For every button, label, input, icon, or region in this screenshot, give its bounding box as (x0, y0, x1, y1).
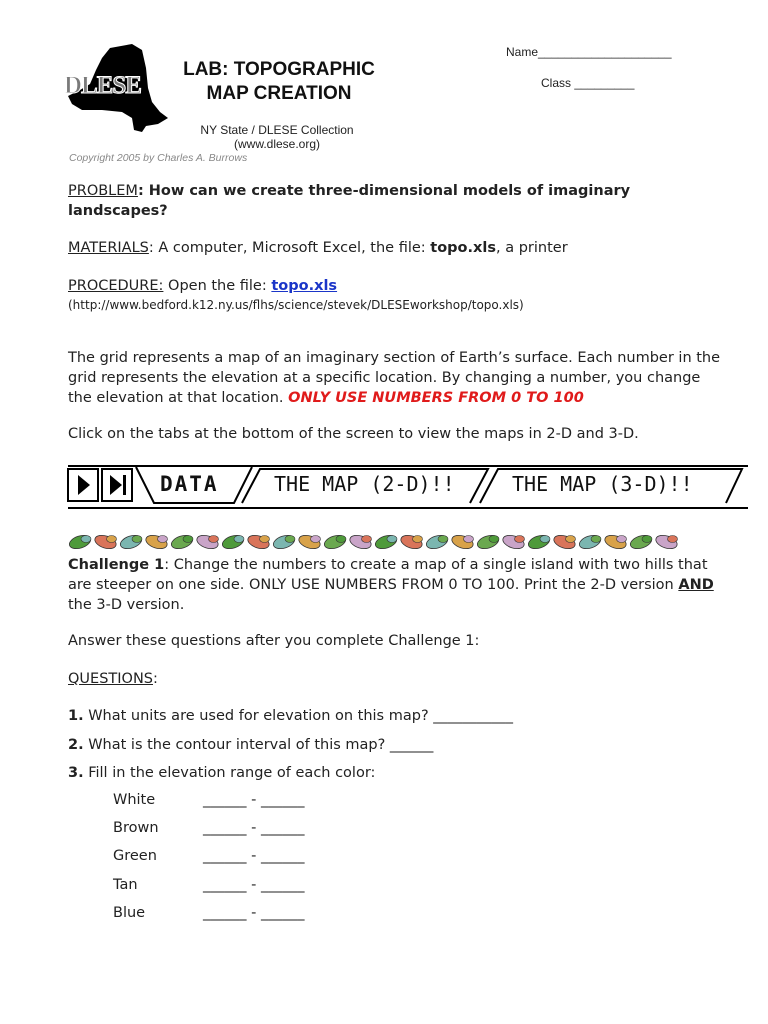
leaf-icon (348, 533, 373, 551)
dlese-logo-text: DLESE (64, 72, 141, 99)
leaf-icon (527, 533, 552, 551)
name-field[interactable]: Name____________________ (506, 45, 672, 59)
procedure-url[interactable]: (http://www.bedford.k12.ny.us/flhs/science/stevek/DLESEworkshop/topo.xls) (68, 298, 524, 312)
range-row-tan (113, 877, 304, 893)
challenge-text-end: the 3-D version. (68, 597, 185, 613)
question-2-text[interactable]: What is the contour interval of this map? ______ (83, 737, 434, 753)
leaf-icon (93, 533, 118, 551)
leaf-icon (578, 533, 603, 551)
range-row-green (113, 848, 304, 864)
leaf-icon (221, 533, 246, 551)
procedure-text: Open the file: (163, 278, 272, 294)
topo-file-link[interactable]: topo.xls (271, 278, 338, 294)
website-line: (www.dlese.org) (233, 137, 321, 151)
leaf-icon (297, 533, 322, 551)
leaf-icon (450, 533, 475, 551)
challenge-text: : Change the numbers to create a map of a single island with two hills that are steeper on one side. ONLY USE NUMBERS FROM 0 TO 100. Print the 2-D version (68, 557, 708, 593)
range-blank[interactable]: ______ - ______ (203, 877, 305, 893)
range-color-label: White (113, 792, 156, 808)
question-2 (68, 735, 728, 755)
leaf-icon (374, 533, 399, 551)
range-color-label: Brown (113, 820, 159, 836)
range-row-white (113, 792, 304, 808)
leaf-icon (195, 533, 220, 551)
leaf-icon (476, 533, 501, 551)
grid-paragraph-emphasis: ONLY USE NUMBERS FROM 0 TO 100 (288, 390, 584, 406)
range-blank[interactable]: ______ - ______ (203, 792, 305, 808)
tab-data[interactable]: DATA (160, 472, 219, 496)
tab-map-2d[interactable]: THE MAP (2-D)!! (274, 472, 455, 496)
class-field[interactable]: Class _________ (541, 76, 635, 90)
questions-heading (68, 669, 728, 689)
range-color-label: Green (113, 848, 157, 864)
materials-file: topo.xls (430, 240, 496, 256)
challenge-and: AND (678, 577, 714, 593)
problem-text: : How can we create three-dimensional models of imaginary landscapes? (68, 183, 631, 219)
question-1 (68, 706, 728, 726)
materials-paragraph (68, 238, 728, 258)
questions-label: QUESTIONS (68, 671, 153, 687)
materials-text-end: , a printer (495, 240, 568, 256)
question-3 (68, 763, 728, 783)
leaf-icon (272, 533, 297, 551)
leaf-icon (323, 533, 348, 551)
challenge-label: Challenge 1 (68, 557, 165, 573)
question-1-text[interactable]: What units are used for elevation on this map? ___________ (83, 708, 513, 724)
question-2-number: 2. (68, 737, 84, 753)
procedure-label: PROCEDURE: (68, 278, 164, 294)
tabs-instruction: Click on the tabs at the bottom of the screen to view the maps in 2-D and 3-D. (68, 426, 639, 442)
leaf-icon (170, 533, 195, 551)
leaf-icon (629, 533, 654, 551)
question-3-text: Fill in the elevation range of each color: (83, 765, 376, 781)
range-color-label: Tan (113, 877, 138, 893)
challenge-paragraph (68, 555, 728, 615)
range-row-blue (113, 905, 304, 921)
questions-colon: : (153, 671, 158, 687)
range-blank[interactable]: ______ - ______ (203, 848, 305, 864)
leaf-icon (603, 533, 628, 551)
problem-label: PROBLEM (68, 183, 138, 199)
question-1-number: 1. (68, 708, 84, 724)
leaf-border-decoration (68, 530, 680, 554)
leaf-icon (425, 533, 450, 551)
question-3-number: 3. (68, 765, 84, 781)
answer-prompt: Answer these questions after you complete Challenge 1: (68, 633, 480, 649)
leaf-icon (119, 533, 144, 551)
leaf-icon (501, 533, 526, 551)
copyright: Copyright 2005 by Charles A. Burrows (69, 152, 248, 164)
collection-line: NY State / DLESE Collection (200, 123, 354, 137)
grid-paragraph (68, 348, 728, 408)
tab-map-3d[interactable]: THE MAP (3-D)!! (512, 472, 693, 496)
leaf-icon (144, 533, 169, 551)
leaf-icon (654, 533, 679, 551)
page-title-line1: LAB: TOPOGRAPHIC (183, 59, 375, 80)
leaf-icon (399, 533, 424, 551)
problem-paragraph (68, 181, 728, 221)
materials-label: MATERIALS (68, 240, 149, 256)
leaf-icon (552, 533, 577, 551)
page-title-line2: MAP CREATION (206, 83, 352, 104)
procedure-paragraph (68, 276, 728, 296)
leaf-icon (68, 533, 92, 551)
range-blank[interactable]: ______ - ______ (203, 820, 305, 836)
range-blank[interactable]: ______ - ______ (203, 905, 305, 921)
grid-paragraph-text: The grid represents a map of an imaginary section of Earth’s surface. Each number in the grid represents the elevation at a specific location. By changing a number, you change the elevation at that location. (68, 350, 721, 406)
leaf-icon (246, 533, 271, 551)
materials-text: : A computer, Microsoft Excel, the file: (148, 240, 431, 256)
range-color-label: Blue (113, 905, 146, 921)
range-row-brown (113, 820, 304, 836)
